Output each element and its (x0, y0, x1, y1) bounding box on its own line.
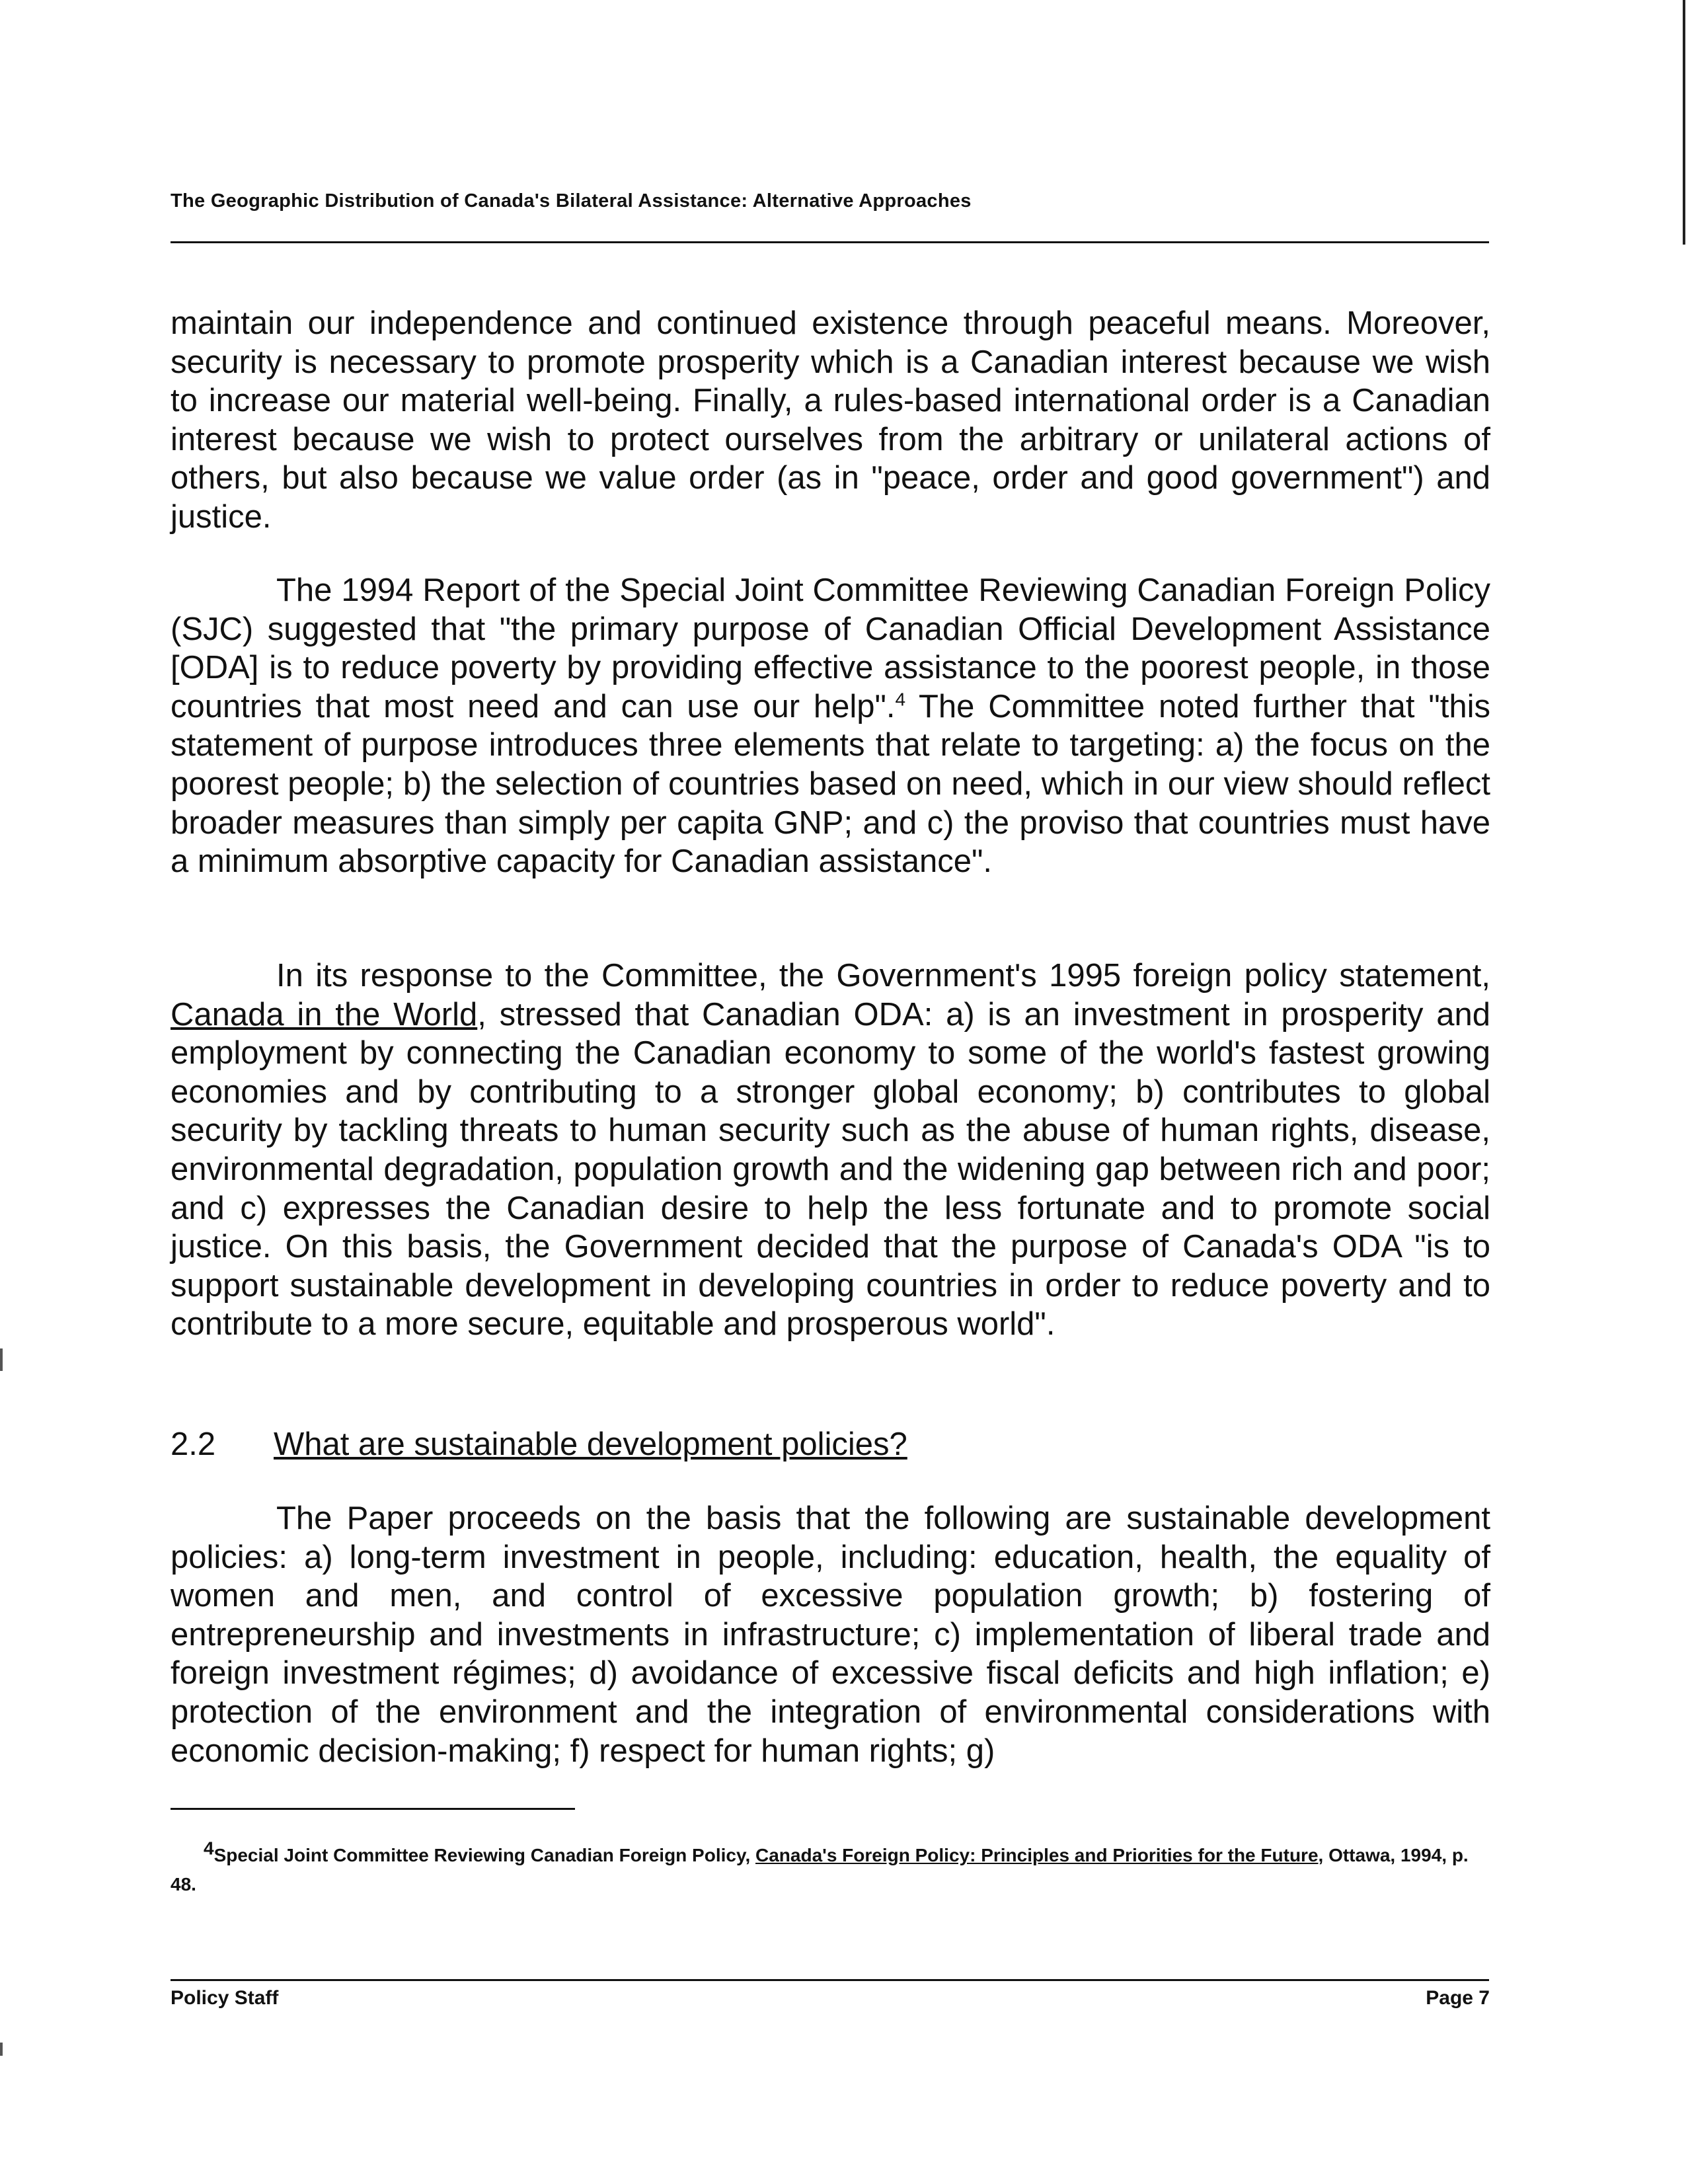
footer-rule (171, 1979, 1489, 1981)
page-number: Page 7 (1426, 1987, 1490, 2009)
paragraph-3-part2: , stressed that Canadian ODA: a) is an investment in prosperity and employment by connecting the Canadian economy to some of the world's fastest growing economies and by contributing to a stronger global economy; b) contributes to global security by tackling threats to human security such as the abuse of human rights, disease, environmental degradation, population growth and the widening gap between rich and poor; and c) expresses the Canadian desire to help the less fortunate and to promote social justice. On this basis, the Government decided that the purpose of Canada's ODA "is to support sustainable development in developing countries in order to reduce poverty and to contribute to a more secure, equitable and prosperous world". (171, 996, 1490, 1343)
footnote-text-before: Special Joint Committee Reviewing Canadian Foreign Policy, (213, 1845, 756, 1865)
running-header: The Geographic Distribution of Canada's Bilateral Assistance: Alternative Approaches (171, 190, 972, 212)
footnote (171, 1838, 1490, 1899)
footnote-separator (171, 1808, 575, 1810)
footnote-text-after: , Ottawa, 1994, p. 48. (171, 1845, 1469, 1894)
section-title: What are sustainable development policies? (274, 1426, 907, 1462)
paragraph-2-part2: The Committee noted further that "this statement of purpose introduces three elements that relate to targeting: a) the focus on the poorest people; b) the selection of countries based on need, which in our view should reflect broader measures than simply per capita GNP; and c) the proviso that countries must have a minimum absorptive capacity for Canadian assistance". (171, 688, 1490, 880)
paragraph-4-text: The Paper proceeds on the basis that the following are sustainable development policies: a) long-term investment in people, including: education, health, the equality of women and men, and control of excessive population growth; b) fostering of entrepreneurship and investments in infrastructure; c) implementation of liberal trade and foreign investment régimes; d) avoidance of excessive fiscal deficits and high inflation; e) protection of the environment and the integration of environmental considerations with economic decision-making; f) respect for human rights; g) (171, 1501, 1490, 1769)
footnote-reference: 4 (895, 689, 906, 710)
paragraph-4 (171, 1499, 1490, 1770)
scan-edge-mark (0, 1348, 3, 1371)
paragraph-3-part1: In its response to the Committee, the Government's 1995 foreign policy statement, (276, 958, 1490, 994)
section-number: 2.2 (171, 1426, 216, 1462)
footnote-text (171, 1838, 1490, 1899)
scan-edge-line (1683, 0, 1685, 245)
cited-title: Canada in the World (171, 996, 478, 1033)
paragraph-3-text (171, 956, 1490, 1344)
footnote-cited-title: Canada's Foreign Policy: Principles and Priorities for the Future (755, 1845, 1319, 1865)
paragraph-3 (171, 956, 1490, 1344)
paragraph-2-text (171, 571, 1490, 881)
paragraph-2-part1: The 1994 Report of the Special Joint Committee Reviewing Canadian Foreign Policy (SJC) suggested that "the primary purpose of Canadian Official Development Assistance [ODA] is to reduce poverty by providing effective assistance to the poorest people, in those countries that most need and can use our help". (171, 572, 1490, 724)
scan-edge-mark (0, 2043, 3, 2056)
footer-department: Policy Staff (171, 1987, 279, 2009)
paragraph-1 (171, 304, 1490, 537)
paragraph-2 (171, 571, 1490, 881)
section-heading (171, 1425, 907, 1463)
header-rule (171, 241, 1489, 243)
footnote-marker: 4 (204, 1838, 214, 1859)
paragraph-1-text: maintain our independence and continued existence through peaceful means. Moreover, security is necessary to promote prosperity which is a Canadian interest because we wish to increase our material well-being. Finally, a rules-based international order is a Canadian interest because we wish to protect ourselves from the arbitrary or unilateral actions of others, but also because we value order (as in "peace, order and good government") and justice. (171, 305, 1490, 535)
